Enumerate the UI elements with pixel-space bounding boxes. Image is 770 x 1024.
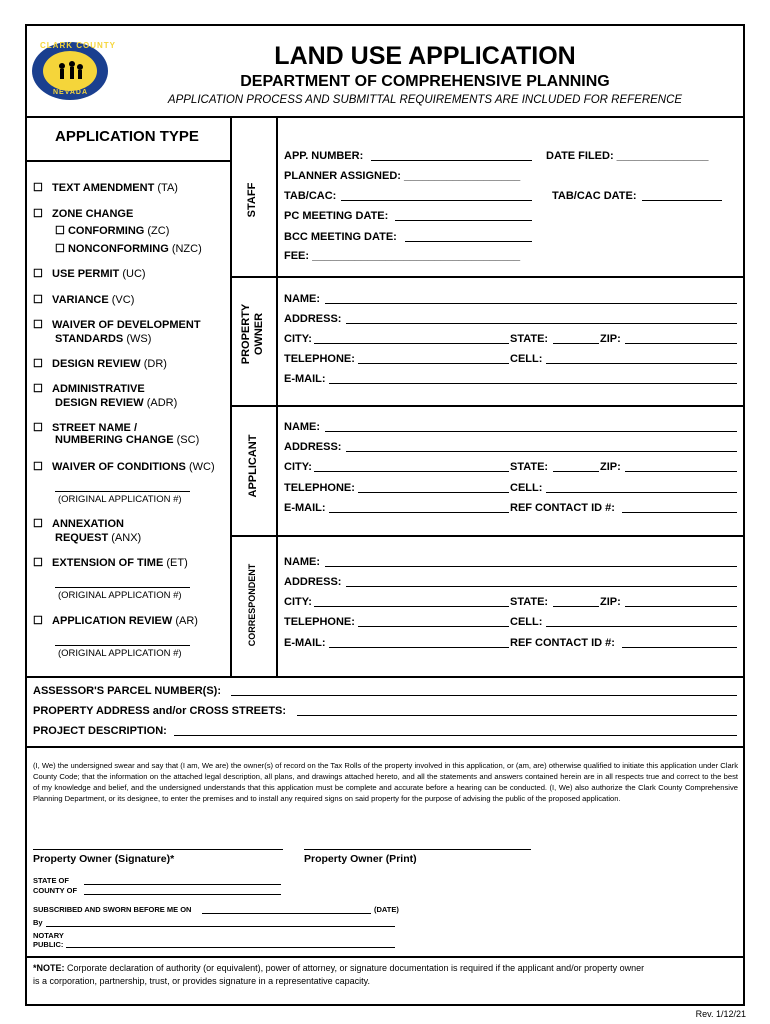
- checkbox-icon[interactable]: ☐: [33, 422, 43, 434]
- checkbox-icon[interactable]: ☐: [33, 615, 43, 627]
- original-app-line-wc[interactable]: [55, 491, 190, 492]
- annexation-line2: [55, 532, 141, 544]
- notary-label-1: NOTARY: [33, 931, 64, 940]
- county-of-label: COUNTY OF: [33, 886, 78, 895]
- applicant-cell-label: CELL:: [510, 482, 543, 494]
- option-label: EXTENSION OF TIME: [52, 557, 164, 569]
- original-app-label-et: (ORIGINAL APPLICATION #): [58, 590, 182, 601]
- option-code: (ANX): [111, 532, 142, 544]
- checkbox-icon[interactable]: ☐: [55, 243, 65, 255]
- divider-correspondent: [25, 676, 745, 678]
- waiver-development-line2: [55, 333, 151, 345]
- revision-date: Rev. 1/12/21: [695, 1009, 746, 1019]
- checkbox-icon[interactable]: ☐: [33, 294, 43, 306]
- original-app-line-et[interactable]: [55, 587, 190, 588]
- divider-owner: [230, 405, 745, 407]
- checkbox-icon[interactable]: ☐: [33, 182, 43, 194]
- applicant-name-input[interactable]: [325, 431, 737, 432]
- divider-applicant: [230, 535, 745, 537]
- app-number-label: APP. NUMBER:: [284, 150, 364, 162]
- option-label: WAIVER OF DEVELOPMENT: [52, 319, 201, 331]
- checkbox-icon[interactable]: ☐: [33, 268, 43, 280]
- bcc-date-input[interactable]: [405, 241, 532, 242]
- subscribed-date-input[interactable]: [202, 913, 371, 914]
- note-text: [33, 962, 738, 988]
- applicant-state-label: STATE:: [510, 461, 549, 473]
- applicant-address-input[interactable]: [346, 451, 737, 452]
- owner-city-label: CITY:: [284, 333, 312, 345]
- option-code: (WC): [188, 461, 215, 473]
- original-app-label-ar: (ORIGINAL APPLICATION #): [58, 648, 182, 659]
- conforming-option[interactable]: [55, 224, 169, 237]
- app-number-input[interactable]: [371, 160, 532, 161]
- divider-parcel: [25, 746, 745, 748]
- correspondent-name-label: NAME:: [284, 556, 321, 568]
- waiver-development-option[interactable]: [33, 318, 201, 331]
- correspondent-email-input[interactable]: [329, 647, 509, 648]
- tabcac-date-input[interactable]: [642, 200, 722, 201]
- option-code: (VC): [111, 294, 135, 306]
- state-of-label: STATE OF: [33, 876, 69, 885]
- divider-header: [25, 116, 745, 118]
- county-of-input[interactable]: [84, 894, 281, 895]
- option-code: (SC): [176, 434, 200, 446]
- applicant-city-input[interactable]: [314, 471, 509, 472]
- checkbox-icon[interactable]: ☐: [33, 358, 43, 370]
- checkbox-icon[interactable]: ☐: [33, 319, 43, 331]
- note-body-2: is a corporation, partnership, trust, or provides signature in a representative capacity.: [33, 976, 371, 986]
- owner-zip-input[interactable]: [625, 343, 737, 344]
- assessor-parcel-input[interactable]: [231, 695, 737, 696]
- option-code: (WS): [126, 333, 152, 345]
- street-name-line2: [55, 434, 199, 446]
- option-code: (NZC): [171, 243, 202, 255]
- property-address-input[interactable]: [297, 715, 737, 716]
- use-permit-option[interactable]: [33, 267, 146, 280]
- staff-section-label: STAFF: [246, 182, 258, 218]
- option-code: (ZC): [147, 225, 170, 237]
- option-label: STREET NAME /: [52, 422, 137, 434]
- owner-state-input[interactable]: [553, 343, 599, 344]
- applicant-state-input[interactable]: [553, 471, 599, 472]
- tabcac-input[interactable]: [341, 200, 532, 201]
- owner-section-label: [240, 289, 268, 379]
- correspondent-email-label: E-MAIL:: [284, 637, 326, 649]
- notary-label-2: PUBLIC:: [33, 940, 64, 949]
- owner-zip-label: ZIP:: [600, 333, 621, 345]
- owner-telephone-label: TELEPHONE:: [284, 353, 355, 365]
- option-label: WAIVER OF CONDITIONS: [52, 461, 186, 473]
- correspondent-zip-label: ZIP:: [600, 596, 621, 608]
- option-label: DESIGN REVIEW: [55, 397, 144, 409]
- applicant-city-label: CITY:: [284, 461, 312, 473]
- owner-cell-label: CELL:: [510, 353, 543, 365]
- applicant-address-label: ADDRESS:: [284, 441, 342, 453]
- tabcac-label: TAB/CAC:: [284, 190, 337, 202]
- divider-section-col: [276, 116, 278, 676]
- date-label: (DATE): [374, 905, 399, 914]
- applicant-telephone-input[interactable]: [358, 492, 509, 493]
- print-label: Property Owner (Print): [304, 853, 417, 865]
- design-review-option[interactable]: [33, 357, 167, 370]
- correspondent-city-label: CITY:: [284, 596, 312, 608]
- option-label: STANDARDS: [55, 333, 124, 345]
- state-of-input[interactable]: [84, 884, 281, 885]
- owner-label-2: OWNER: [253, 312, 265, 356]
- waiver-conditions-option[interactable]: [33, 460, 215, 473]
- annexation-option[interactable]: [33, 517, 124, 530]
- bcc-date-label: BCC MEETING DATE:: [284, 231, 397, 243]
- correspondent-telephone-input[interactable]: [358, 626, 509, 627]
- original-app-line-ar[interactable]: [55, 645, 190, 646]
- admin-design-review-line2: [55, 397, 177, 409]
- note-label: *NOTE:: [33, 963, 65, 973]
- applicant-email-label: E-MAIL:: [284, 502, 326, 514]
- notary-input[interactable]: [66, 947, 395, 948]
- owner-label-1: PROPERTY: [240, 303, 252, 365]
- option-label: NONCONFORMING: [67, 243, 169, 255]
- note-body: Corporate declaration of authority (or equivalent), power of attorney, or signature documentation is required if the applicant and/or property owner: [64, 963, 645, 973]
- variance-option[interactable]: [33, 293, 134, 306]
- option-label: ANNEXATION: [52, 518, 124, 530]
- subscribed-label: SUBSCRIBED AND SWORN BEFORE ME ON: [33, 905, 192, 914]
- logo-text-bottom: NEVADA: [53, 89, 89, 96]
- correspondent-ref-contact-label: REF CONTACT ID #:: [510, 637, 615, 649]
- correspondent-section-label: CORRESPONDENT: [247, 563, 257, 647]
- applicant-telephone-label: TELEPHONE:: [284, 482, 355, 494]
- owner-state-label: STATE:: [510, 333, 549, 345]
- correspondent-city-input[interactable]: [314, 606, 509, 607]
- checkbox-icon[interactable]: ☐: [33, 208, 43, 220]
- option-code: (UC): [122, 268, 146, 280]
- correspondent-cell-input[interactable]: [546, 626, 737, 627]
- option-label: USE PERMIT: [52, 268, 120, 280]
- applicant-section-label: APPLICANT: [247, 434, 259, 498]
- checkbox-icon[interactable]: ☐: [33, 518, 43, 530]
- owner-telephone-input[interactable]: [358, 363, 509, 364]
- logo-text-top: CLARK COUNTY: [40, 41, 116, 50]
- option-code: (ET): [166, 557, 188, 569]
- option-code: (TA): [157, 182, 178, 194]
- app-review-option[interactable]: [33, 614, 198, 627]
- zone-change-option[interactable]: [33, 207, 133, 220]
- option-label: CONFORMING: [67, 225, 145, 237]
- correspondent-state-input[interactable]: [553, 606, 599, 607]
- admin-design-review-option[interactable]: [33, 382, 145, 395]
- owner-name-input[interactable]: [325, 303, 737, 304]
- option-label: VARIANCE: [52, 294, 109, 306]
- owner-city-input[interactable]: [314, 343, 509, 344]
- option-code: (DR): [143, 358, 167, 370]
- extension-option[interactable]: [33, 556, 188, 569]
- nonconforming-option[interactable]: [55, 242, 202, 255]
- checkbox-icon[interactable]: ☐: [33, 461, 43, 473]
- option-label: ZONE CHANGE: [52, 208, 134, 220]
- notary-label: [33, 931, 64, 949]
- correspondent-cell-label: CELL:: [510, 616, 543, 628]
- option-code: (ADR): [146, 397, 178, 409]
- print-line[interactable]: [304, 849, 531, 850]
- checkbox-icon[interactable]: ☐: [33, 383, 43, 395]
- checkbox-icon[interactable]: ☐: [33, 557, 43, 569]
- by-label: By: [33, 918, 43, 927]
- signature-line[interactable]: [33, 849, 283, 850]
- divider-staff: [230, 276, 745, 278]
- signature-label: Property Owner (Signature)*: [33, 853, 175, 865]
- applicant-zip-label: ZIP:: [600, 461, 621, 473]
- option-label: TEXT AMENDMENT: [52, 182, 155, 194]
- option-label: NUMBERING CHANGE: [55, 434, 174, 446]
- tabcac-date-label: TAB/CAC DATE:: [552, 190, 637, 202]
- fee-field[interactable]: FEE: __________________________________: [284, 250, 521, 262]
- pc-date-label: PC MEETING DATE:: [284, 210, 389, 222]
- original-app-label-wc: (ORIGINAL APPLICATION #): [58, 494, 182, 505]
- owner-address-input[interactable]: [346, 323, 737, 324]
- divider-apptype-col: [230, 116, 232, 676]
- owner-address-label: ADDRESS:: [284, 313, 342, 325]
- pc-date-input[interactable]: [395, 220, 532, 221]
- option-label: REQUEST: [55, 532, 109, 544]
- text-amendment-option[interactable]: [33, 181, 178, 194]
- checkbox-icon[interactable]: ☐: [55, 225, 65, 237]
- planner-assigned-field[interactable]: PLANNER ASSIGNED: ___________________: [284, 170, 521, 182]
- application-type-heading: APPLICATION TYPE: [55, 128, 199, 145]
- option-label: APPLICATION REVIEW: [52, 615, 173, 627]
- property-address-label: PROPERTY ADDRESS and/or CROSS STREETS:: [33, 705, 287, 717]
- page-title: LAND USE APPLICATION: [274, 42, 576, 70]
- date-filed-field[interactable]: DATE FILED: _______________: [546, 150, 709, 162]
- street-name-option[interactable]: [33, 421, 137, 434]
- owner-email-input[interactable]: [329, 383, 737, 384]
- declaration-text: (I, We) the undersigned swear and say that (I am, We are) the owner(s) of record on the Tax Rolls of the property involved in this application, or (am, are) otherwise qualified to initiate this application under Clark County Code; that the information on the attached legal description, all plans, and drawings attached hereto, and all the statements and answers contained herein are in all respects true and correct to the best of my knowledge and belief, and the undersigned understands that this application must be complete and accurate before a hearing can be conducted. (I, We) also authorize the Clark County Comprehensive Planning Department, or its designee, to enter the premises and to install any required signs on said property for the purpose of advising the public of the proposed application.: [33, 761, 738, 803]
- by-input[interactable]: [46, 926, 395, 927]
- option-label: DESIGN REVIEW: [52, 358, 141, 370]
- applicant-name-label: NAME:: [284, 421, 321, 433]
- owner-name-label: NAME:: [284, 293, 321, 305]
- correspondent-address-label: ADDRESS:: [284, 576, 342, 588]
- correspondent-address-input[interactable]: [346, 586, 737, 587]
- divider-note: [25, 956, 745, 958]
- divider-apptype-heading: [25, 160, 230, 162]
- correspondent-state-label: STATE:: [510, 596, 549, 608]
- correspondent-ref-contact-input[interactable]: [622, 647, 737, 648]
- applicant-zip-input[interactable]: [625, 471, 737, 472]
- assessor-parcel-label: ASSESSOR'S PARCEL NUMBER(S):: [33, 685, 222, 697]
- owner-cell-input[interactable]: [546, 363, 737, 364]
- applicant-email-input[interactable]: [329, 512, 509, 513]
- correspondent-name-input[interactable]: [325, 566, 737, 567]
- correspondent-zip-input[interactable]: [625, 606, 737, 607]
- project-description-input[interactable]: [174, 735, 737, 736]
- option-label: ADMINISTRATIVE: [52, 383, 145, 395]
- department-title: DEPARTMENT OF COMPREHENSIVE PLANNING: [240, 73, 610, 90]
- correspondent-telephone-label: TELEPHONE:: [284, 616, 355, 628]
- project-description-label: PROJECT DESCRIPTION:: [33, 725, 167, 737]
- option-code: (AR): [175, 615, 198, 627]
- applicant-ref-contact-label: REF CONTACT ID #:: [510, 502, 615, 514]
- owner-email-label: E-MAIL:: [284, 373, 326, 385]
- applicant-cell-input[interactable]: [546, 492, 737, 493]
- applicant-ref-contact-input[interactable]: [622, 512, 737, 513]
- subtitle: APPLICATION PROCESS AND SUBMITTAL REQUIREMENTS ARE INCLUDED FOR REFERENCE: [167, 94, 683, 106]
